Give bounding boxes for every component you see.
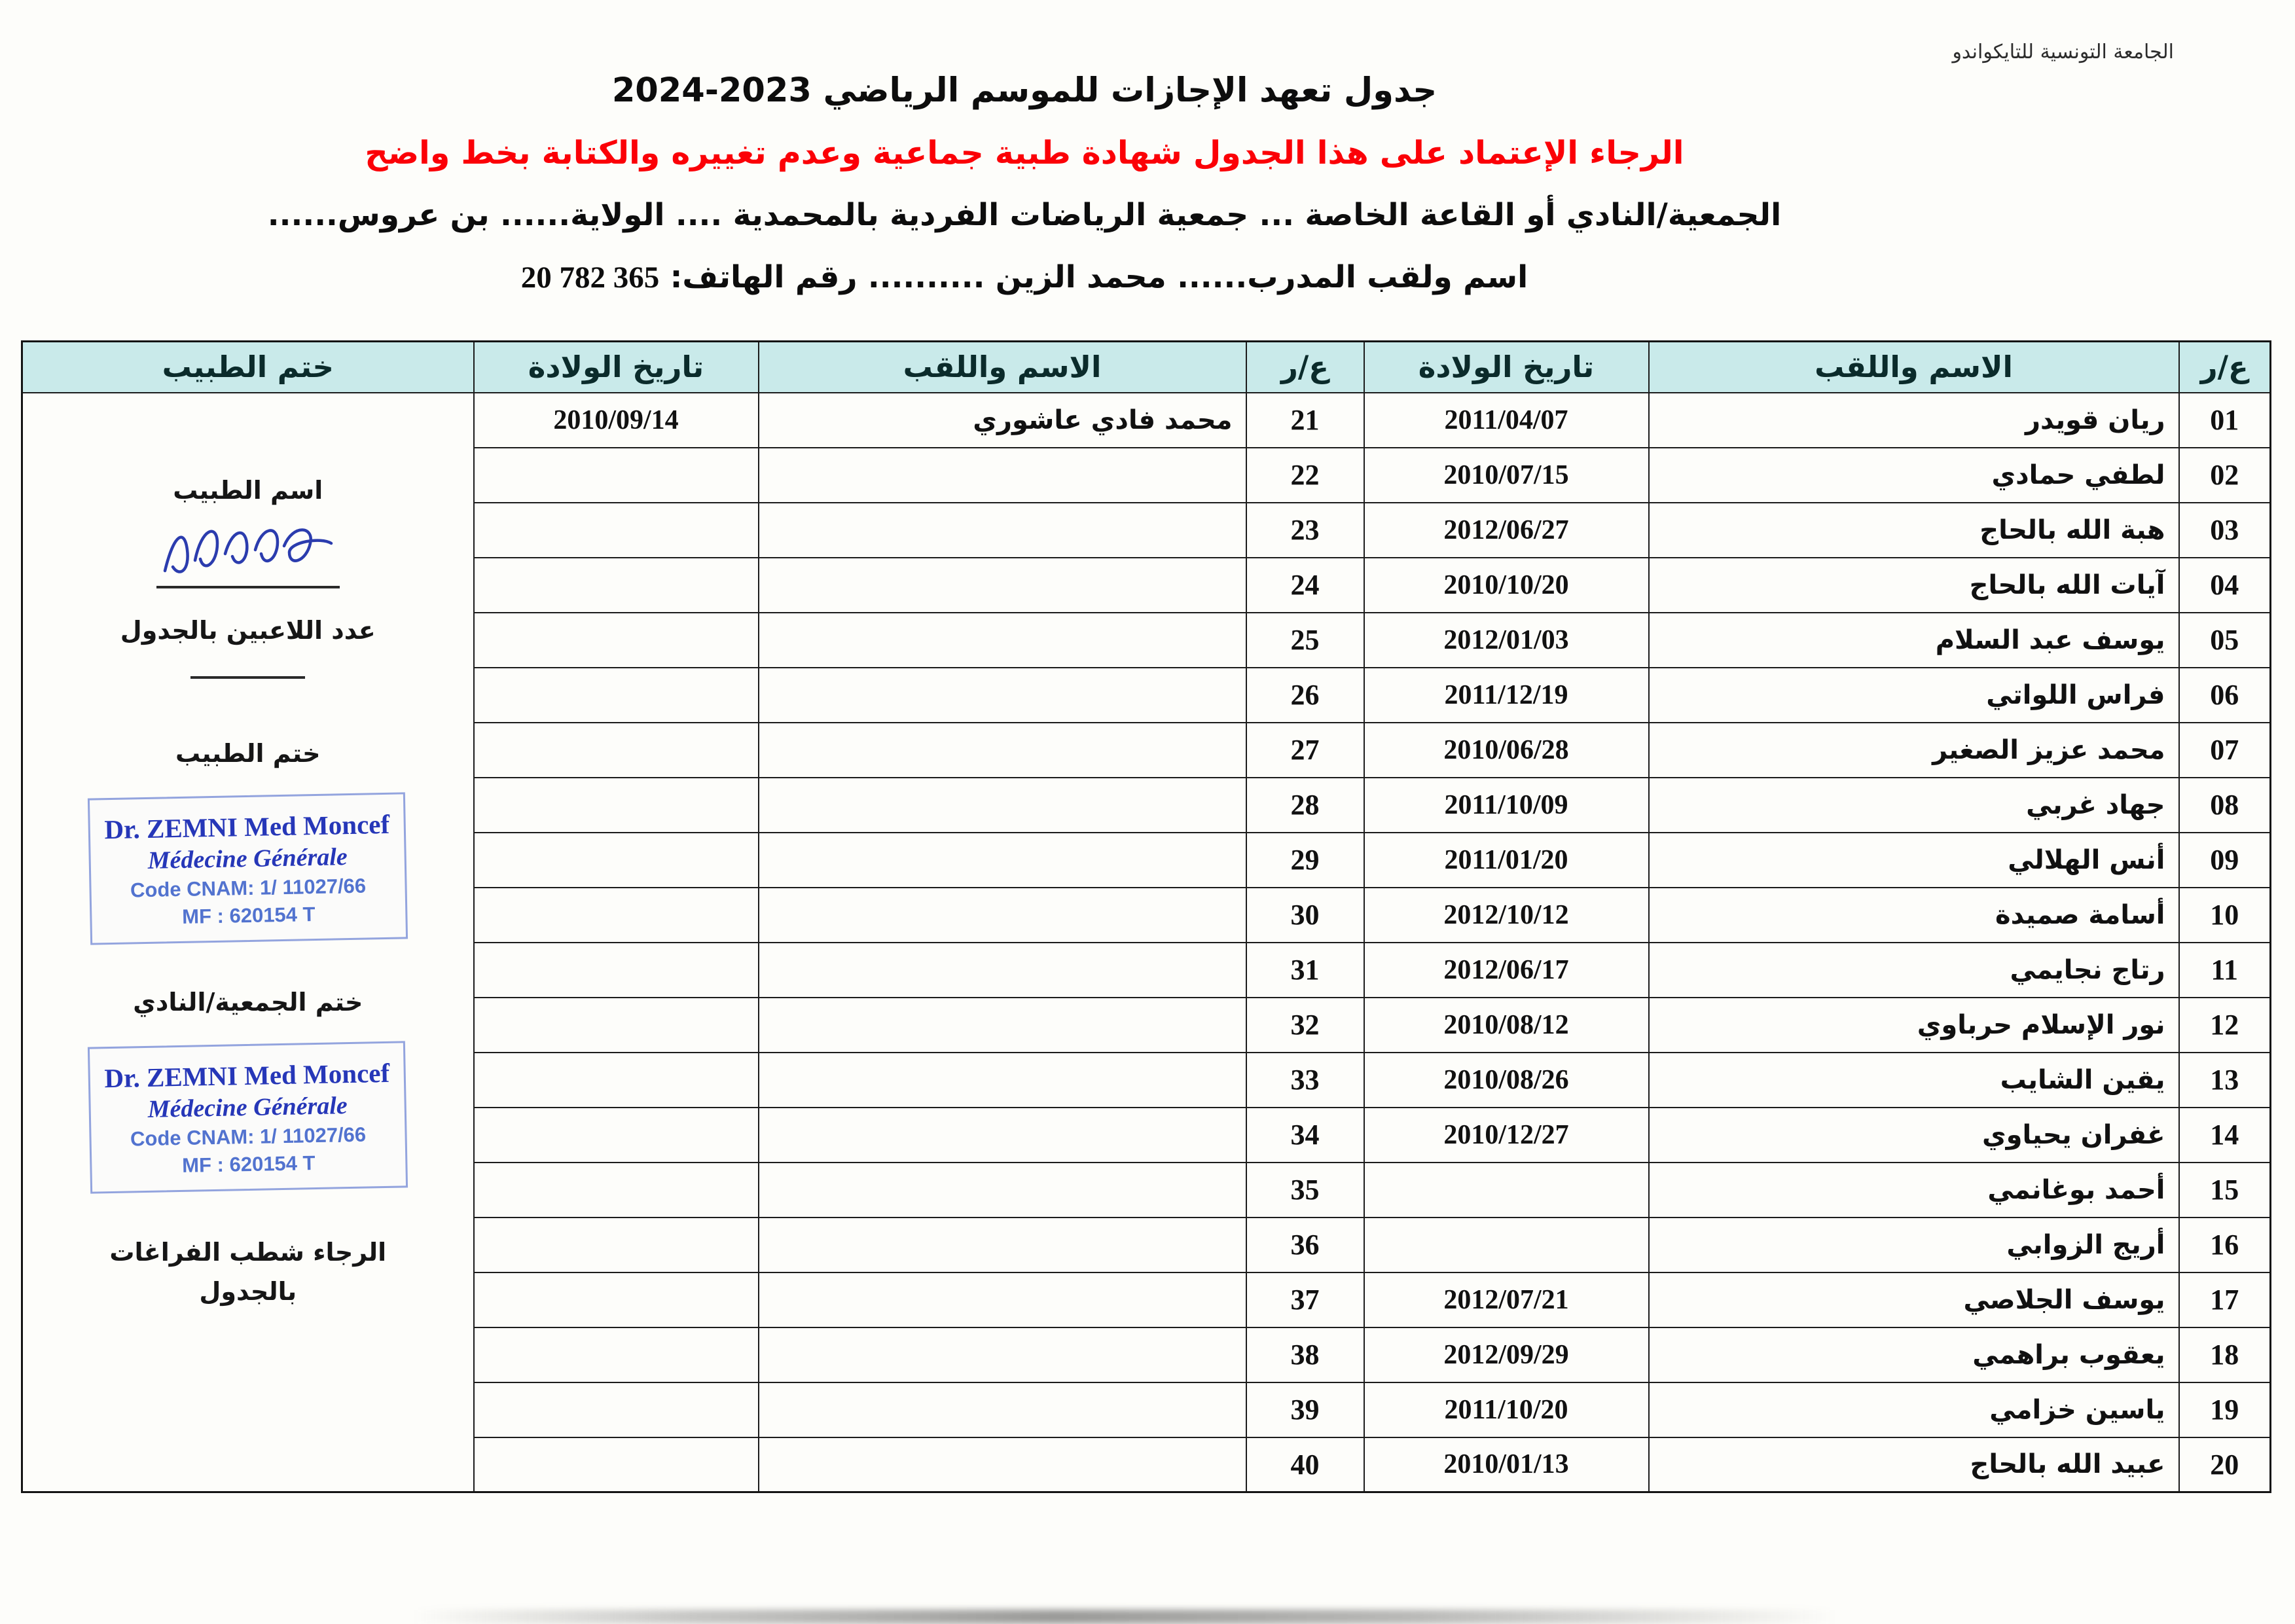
row-number: 13: [2179, 1053, 2271, 1108]
doctor-name-label: اسم الطبيب: [173, 475, 323, 505]
player-name: أحمد بوغانمي: [1649, 1163, 2179, 1218]
player-name: ياسين خزامي: [1649, 1382, 2179, 1437]
player-name: [759, 1163, 1246, 1218]
birth-date: [474, 558, 759, 613]
birth-date: [474, 1327, 759, 1382]
player-name: [759, 448, 1246, 503]
row-number: 02: [2179, 448, 2271, 503]
birth-date: [474, 1272, 759, 1327]
birth-date: 2010/08/12: [1364, 998, 1649, 1053]
player-name: آيات الله بالحاج: [1649, 558, 2179, 613]
player-name: يقين الشايب: [1649, 1053, 2179, 1108]
blank-spaces-note-line2: بالجدول: [199, 1276, 297, 1306]
birth-date: [474, 1108, 759, 1163]
birth-date: [474, 833, 759, 888]
birth-date: 2011/12/19: [1364, 668, 1649, 723]
row-number: 18: [2179, 1327, 2271, 1382]
stamp-cnam-code: Code CNAM: 1/ 11027/66: [130, 1123, 367, 1150]
scan-artifact: [413, 1610, 1836, 1624]
stamp-specialty: Médecine Générale: [147, 842, 348, 875]
row-number: 30: [1246, 888, 1364, 943]
players-count-label: عدد اللاعبين بالجدول: [120, 615, 376, 645]
birth-date: [474, 998, 759, 1053]
player-name: يوسف عبد السلام: [1649, 613, 2179, 668]
club-stamp-label: ختم الجمعية/النادي: [133, 987, 363, 1017]
row-number: 24: [1246, 558, 1364, 613]
player-name: فراس اللواتي: [1649, 668, 2179, 723]
row-number: 38: [1246, 1327, 1364, 1382]
stamp-mf-code: MF : 620154 T: [182, 1151, 316, 1177]
birth-date: [474, 943, 759, 998]
warning-line: الرجاء الإعتماد على هذا الجدول شهادة طبية جماعية وعدم تغييره والكتابة بخط واضح: [365, 134, 1684, 171]
birth-date: 2012/07/21: [1364, 1272, 1649, 1327]
header-dob-1: تاريخ الولادة: [1364, 342, 1649, 393]
row-number: 29: [1246, 833, 1364, 888]
row-number: 31: [1246, 943, 1364, 998]
birth-date: 2011/10/20: [1364, 1382, 1649, 1437]
stamp-doctor-name: Dr. ZEMNI Med Moncef: [104, 1057, 390, 1093]
birth-date: [1364, 1163, 1649, 1218]
birth-date: 2010/09/14: [474, 393, 759, 448]
birth-date: [474, 888, 759, 943]
title-text: جدول تعهد الإجازات للموسم الرياضي: [823, 71, 1437, 110]
player-name: [759, 1382, 1246, 1437]
blank-spaces-note-line1: الرجاء شطب الفراغات: [109, 1237, 387, 1267]
signature-icon: [153, 513, 343, 595]
player-name: رتاج نجايمي: [1649, 943, 2179, 998]
player-name: [759, 833, 1246, 888]
birth-date: 2010/06/28: [1364, 723, 1649, 778]
birth-date: 2010/10/20: [1364, 558, 1649, 613]
header-name-1: الاسم واللقب: [1649, 342, 2179, 393]
birth-date: [474, 1053, 759, 1108]
player-name: أريج الزوابي: [1649, 1218, 2179, 1272]
birth-date: [474, 668, 759, 723]
doctor-stamp-label: ختم الطبيب: [175, 738, 321, 768]
row-number: 36: [1246, 1218, 1364, 1272]
coach-line-text: اسم ولقب المدرب...... محمد الزين .......... رقم الهاتف:: [670, 259, 1528, 295]
row-number: 09: [2179, 833, 2271, 888]
club-stamp: [88, 1041, 408, 1193]
birth-date: [474, 778, 759, 833]
row-number: 04: [2179, 558, 2271, 613]
player-name: [759, 1272, 1246, 1327]
row-number: 34: [1246, 1108, 1364, 1163]
row-number: 39: [1246, 1382, 1364, 1437]
player-name: [759, 1327, 1246, 1382]
player-name: [759, 1218, 1246, 1272]
doctor-stamp-column: [24, 394, 473, 1306]
signature-line: [156, 586, 340, 588]
player-name: جهاد غربي: [1649, 778, 2179, 833]
federation-corner-note: الجامعة التونسية للتايكواندو: [1952, 41, 2174, 63]
row-number: 16: [2179, 1218, 2271, 1272]
license-table: [21, 340, 2271, 1493]
row-number: 20: [2179, 1437, 2271, 1492]
birth-date: [474, 1382, 759, 1437]
season-text: 2024-2023: [611, 71, 812, 110]
coach-line: [0, 257, 2049, 298]
birth-date: 2010/08/26: [1364, 1053, 1649, 1108]
birth-date: 2010/01/13: [1364, 1437, 1649, 1492]
stamp-specialty: Médecine Générale: [147, 1091, 348, 1123]
club-line: الجمعية/النادي أو القاعة الخاصة ... جمعية الرياضات الفردية بالمحمدية .... الولاية...... بن عروس......: [267, 197, 1782, 233]
player-name: [759, 778, 1246, 833]
row-number: 33: [1246, 1053, 1364, 1108]
player-name: يوسف الجلاصي: [1649, 1272, 2179, 1327]
player-name: غفران يحياوي: [1649, 1108, 2179, 1163]
player-name: نور الإسلام حرباوي: [1649, 998, 2179, 1053]
header-doctor-stamp: ختم الطبيب: [22, 342, 474, 393]
row-number: 03: [2179, 503, 2271, 558]
birth-date: 2012/06/27: [1364, 503, 1649, 558]
birth-date: 2012/10/12: [1364, 888, 1649, 943]
birth-date: [1364, 1218, 1649, 1272]
birth-date: [474, 1218, 759, 1272]
player-name: ريان قويدر: [1649, 393, 2179, 448]
birth-date: 2012/09/29: [1364, 1327, 1649, 1382]
birth-date: 2010/07/15: [1364, 448, 1649, 503]
player-name: [759, 613, 1246, 668]
player-name: [759, 668, 1246, 723]
player-name: يعقوب براهمي: [1649, 1327, 2179, 1382]
birth-date: 2011/01/20: [1364, 833, 1649, 888]
row-number: 28: [1246, 778, 1364, 833]
birth-date: [474, 1437, 759, 1492]
player-name: [759, 723, 1246, 778]
player-name: عبيد الله بالحاج: [1649, 1437, 2179, 1492]
table-row: [22, 393, 2271, 448]
player-name: [759, 943, 1246, 998]
row-number: 05: [2179, 613, 2271, 668]
row-number: 07: [2179, 723, 2271, 778]
row-number: 01: [2179, 393, 2271, 448]
row-number: 25: [1246, 613, 1364, 668]
row-number: 06: [2179, 668, 2271, 723]
row-number: 12: [2179, 998, 2271, 1053]
header-name-2: الاسم واللقب: [759, 342, 1246, 393]
birth-date: [474, 613, 759, 668]
birth-date: 2010/12/27: [1364, 1108, 1649, 1163]
player-name: أنس الهلالي: [1649, 833, 2179, 888]
player-name: [759, 998, 1246, 1053]
stamp-mf-code: MF : 620154 T: [182, 902, 316, 928]
player-name: [759, 503, 1246, 558]
birth-date: 2011/10/09: [1364, 778, 1649, 833]
row-number: 15: [2179, 1163, 2271, 1218]
row-number: 32: [1246, 998, 1364, 1053]
player-name: [759, 1053, 1246, 1108]
table-header-row: [22, 342, 2271, 393]
row-number: 21: [1246, 393, 1364, 448]
header-dob-2: تاريخ الولادة: [474, 342, 759, 393]
row-number: 35: [1246, 1163, 1364, 1218]
players-count-line: [190, 676, 305, 679]
row-number: 23: [1246, 503, 1364, 558]
page-title: [0, 71, 2049, 111]
player-name: [759, 558, 1246, 613]
row-number: 10: [2179, 888, 2271, 943]
stamp-doctor-name: Dr. ZEMNI Med Moncef: [104, 808, 390, 844]
header-num-1: ع/ر: [2179, 342, 2271, 393]
row-number: 22: [1246, 448, 1364, 503]
header-num-2: ع/ر: [1246, 342, 1364, 393]
player-name: أسامة صميدة: [1649, 888, 2179, 943]
row-number: 27: [1246, 723, 1364, 778]
birth-date: 2011/04/07: [1364, 393, 1649, 448]
row-number: 08: [2179, 778, 2271, 833]
phone-number: 20 782 365: [520, 261, 660, 295]
player-name: لطفي حمادي: [1649, 448, 2179, 503]
birth-date: [474, 448, 759, 503]
document-header: [0, 0, 2049, 298]
row-number: 11: [2179, 943, 2271, 998]
row-number: 26: [1246, 668, 1364, 723]
player-name: هبة الله بالحاج: [1649, 503, 2179, 558]
doctor-stamp: [88, 792, 408, 945]
doctor-signature: [153, 510, 343, 595]
row-number: 37: [1246, 1272, 1364, 1327]
player-name: [759, 888, 1246, 943]
player-name: محمد عزيز الصغير: [1649, 723, 2179, 778]
player-name: محمد فادي عاشوري: [759, 393, 1246, 448]
birth-date: [474, 1163, 759, 1218]
row-number: 40: [1246, 1437, 1364, 1492]
player-name: [759, 1437, 1246, 1492]
row-number: 17: [2179, 1272, 2271, 1327]
stamp-cnam-code: Code CNAM: 1/ 11027/66: [130, 874, 367, 901]
birth-date: 2012/01/03: [1364, 613, 1649, 668]
player-name: [759, 1108, 1246, 1163]
row-number: 14: [2179, 1108, 2271, 1163]
row-number: 19: [2179, 1382, 2271, 1437]
birth-date: [474, 503, 759, 558]
birth-date: [474, 723, 759, 778]
doctor-stamp-cell: [22, 393, 474, 1492]
birth-date: 2012/06/17: [1364, 943, 1649, 998]
